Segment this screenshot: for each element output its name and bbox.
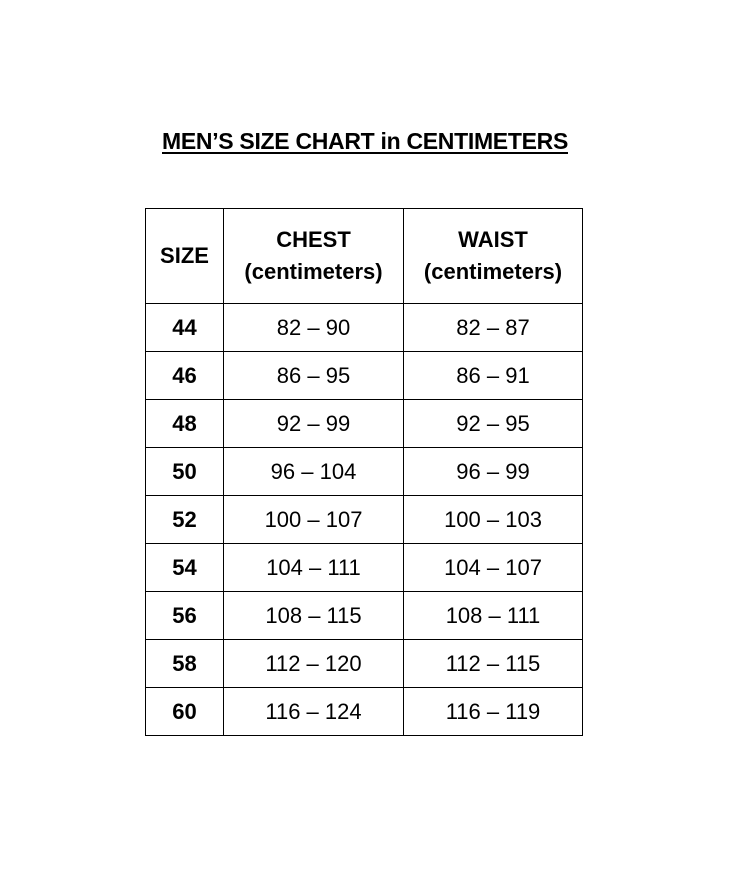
chest-cell: 104 – 111 (224, 544, 404, 592)
page-title (0, 128, 730, 155)
table-row (146, 640, 583, 688)
table-row (146, 688, 583, 736)
size-cell: 60 (146, 688, 224, 736)
table-row (146, 544, 583, 592)
size-cell: 54 (146, 544, 224, 592)
chest-cell: 100 – 107 (224, 496, 404, 544)
table-row (146, 448, 583, 496)
size-cell: 50 (146, 448, 224, 496)
header-chest-unit: (centimeters) (244, 259, 383, 284)
table-row (146, 592, 583, 640)
size-cell: 44 (146, 304, 224, 352)
size-cell: 56 (146, 592, 224, 640)
waist-cell: 96 – 99 (404, 448, 583, 496)
waist-cell: 86 – 91 (404, 352, 583, 400)
table-row (146, 496, 583, 544)
table-row (146, 304, 583, 352)
header-size: SIZE (146, 209, 224, 304)
size-chart-table (145, 208, 583, 736)
waist-cell: 100 – 103 (404, 496, 583, 544)
table-row (146, 400, 583, 448)
waist-cell: 112 – 115 (404, 640, 583, 688)
chest-cell: 86 – 95 (224, 352, 404, 400)
table-header (146, 209, 583, 304)
table-body (146, 304, 583, 736)
chest-cell: 112 – 120 (224, 640, 404, 688)
waist-cell: 82 – 87 (404, 304, 583, 352)
header-waist (404, 209, 583, 304)
chest-cell: 108 – 115 (224, 592, 404, 640)
header-chest (224, 209, 404, 304)
header-chest-label: CHEST (276, 227, 351, 252)
size-cell: 46 (146, 352, 224, 400)
waist-cell: 92 – 95 (404, 400, 583, 448)
waist-cell: 104 – 107 (404, 544, 583, 592)
size-cell: 58 (146, 640, 224, 688)
waist-cell: 108 – 111 (404, 592, 583, 640)
waist-cell: 116 – 119 (404, 688, 583, 736)
chest-cell: 116 – 124 (224, 688, 404, 736)
chest-cell: 82 – 90 (224, 304, 404, 352)
header-waist-unit: (centimeters) (423, 259, 563, 284)
page-title-text: MEN’S SIZE CHART in CENTIMETERS (162, 128, 568, 154)
table-row (146, 352, 583, 400)
header-waist-label: WAIST (458, 227, 528, 252)
size-cell: 48 (146, 400, 224, 448)
header-row (146, 209, 583, 304)
size-cell: 52 (146, 496, 224, 544)
chest-cell: 96 – 104 (224, 448, 404, 496)
chest-cell: 92 – 99 (224, 400, 404, 448)
